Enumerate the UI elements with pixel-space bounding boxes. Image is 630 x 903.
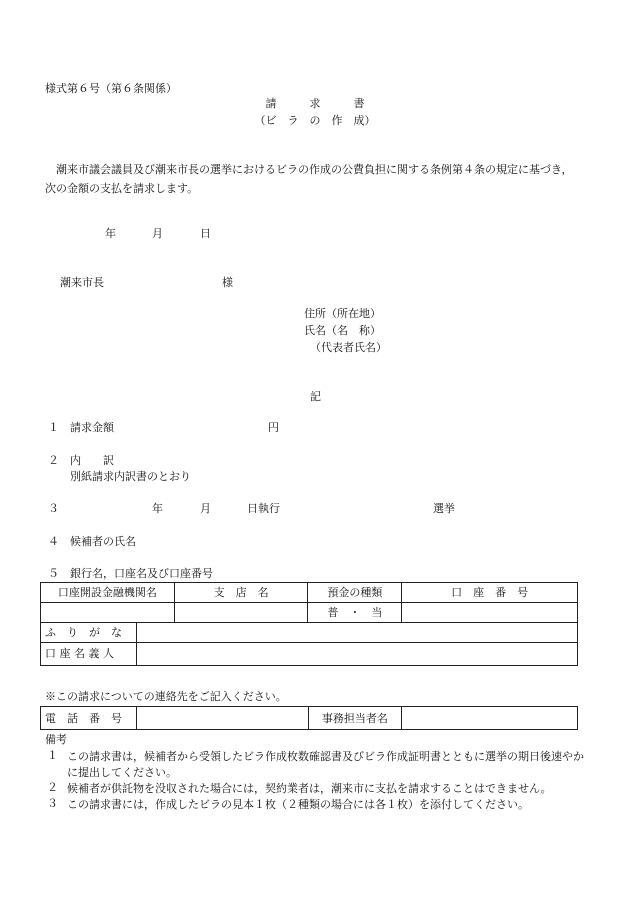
item3-month: 月: [200, 502, 211, 515]
bank-account-table: [40, 582, 578, 666]
item2-number: ２: [48, 454, 59, 467]
date-year-label: 年: [105, 227, 116, 240]
item3-day: 日執行: [247, 502, 280, 515]
item3-year: 年: [152, 502, 163, 515]
applicant-name-label: 氏名（名 称）: [304, 324, 381, 337]
furigana-cell[interactable]: [136, 623, 577, 643]
furigana-row: [41, 623, 578, 643]
item4-number: ４: [48, 535, 59, 548]
item3-election: 選挙: [433, 502, 455, 515]
addressee-name: 潮来市長: [60, 276, 104, 289]
item2-label: 内 訳: [70, 454, 114, 467]
account-holder-label: 口 座 名 義 人: [41, 643, 137, 666]
applicant-representative-label: （代表者氏名）: [310, 341, 387, 354]
item1-label: 請求金額: [70, 421, 114, 434]
phone-cell[interactable]: [136, 707, 308, 730]
furigana-label: ふ り が な: [41, 623, 137, 643]
date-day-label: 日: [200, 227, 211, 240]
bank-name-cell[interactable]: [41, 603, 175, 623]
item1-unit: 円: [268, 421, 279, 434]
remark-2-text: 候補者が供託物を没収された場合には，契約業者は，潮来市に支払を請求することはできません。: [67, 782, 552, 795]
form-subtitle: （ビ ラ の 作 成）: [254, 114, 376, 127]
account-type-header: 預金の種類: [308, 583, 402, 603]
remark-1-text: この請求書は，候補者から受領したビラ作成枚数確認書及びビラ作成証明書とともに選挙の期日後速やかに提出してください。: [67, 750, 584, 779]
remark-2-number: ２: [47, 781, 58, 794]
staff-name-cell[interactable]: [402, 707, 578, 730]
applicant-address-label: 住所（所在地）: [304, 307, 381, 320]
account-number-header: 口 座 番 号: [402, 583, 578, 603]
account-holder-row: [41, 643, 578, 666]
item5-label: 銀行名，口座名及び口座番号: [70, 567, 213, 580]
branch-name-cell[interactable]: [174, 603, 308, 623]
form-title: 請 求 書: [265, 97, 365, 110]
contact-row: [41, 707, 578, 730]
remark-3-text: この請求書には，作成したビラの見本１枚（２種類の場合には各１枚）を添付してください。: [67, 798, 529, 811]
account-type-cell[interactable]: 普 ・ 当: [308, 603, 402, 623]
item1-number: １: [48, 421, 59, 434]
remarks-heading: 備考: [45, 733, 67, 746]
remark-3-number: ３: [47, 797, 58, 810]
bank-table-value-row: [41, 603, 578, 623]
bank-table-header-row: [41, 583, 578, 603]
contact-table: [40, 706, 578, 730]
account-number-cell[interactable]: [402, 603, 578, 623]
bank-name-header: 口座開設金融機関名: [41, 583, 175, 603]
date-month-label: 月: [152, 227, 163, 240]
item5-number: ５: [48, 567, 59, 580]
item3-number: ３: [48, 502, 59, 515]
staff-name-label: 事務担当者名: [308, 707, 402, 730]
remark-1-number: １: [47, 749, 58, 762]
addressee-honorific: 様: [222, 276, 233, 289]
account-holder-cell[interactable]: [136, 643, 577, 666]
intro-paragraph: 潮来市議会議員及び潮来市長の選挙におけるビラの作成の公費負担に関する条例第４条の規定に基づき，次の金額の支払を請求します。: [45, 163, 573, 195]
branch-name-header: 支 店 名: [174, 583, 308, 603]
phone-label: 電 話 番 号: [41, 707, 137, 730]
contact-note: ※この請求についての連絡先をご記入ください。: [45, 690, 287, 703]
record-label: 記: [310, 390, 321, 403]
form-reference: 様式第６号（第６条関係）: [45, 82, 177, 95]
item4-label: 候補者の氏名: [70, 535, 136, 548]
item2-detail: 別紙請求内訳書のとおり: [70, 470, 191, 483]
